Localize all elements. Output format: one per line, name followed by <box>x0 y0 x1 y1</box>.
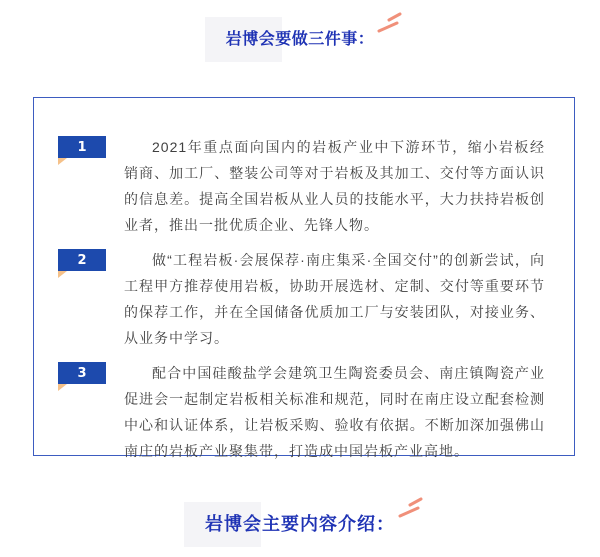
title-wrapper <box>205 502 395 536</box>
decorative-ticks-icon <box>397 496 425 520</box>
decorative-ticks-icon <box>376 11 404 35</box>
item-number: 2 <box>77 252 87 268</box>
three-things-box <box>33 97 575 459</box>
list-item <box>58 360 545 464</box>
list-item <box>58 134 545 238</box>
item-number: 3 <box>77 365 87 381</box>
item-text: 做“工程岩板·会展保荐·南庄集采·全国交付”的创新尝试，向工程甲方推荐使用岩板，协助开展选材、定制、交付等重要环节的保荐工作，并在全国储备优质加工厂与安装团队，对接业务、从业务中学习。 <box>124 252 545 346</box>
item-text: 2021年重点面向国内的岩板产业中下游环节，缩小岩板经销商、加工厂、整装公司等对于岩板及其加工、交付等方面认识的信息差。提高全国岩板从业人员的技能水平，大力扶持岩板创业者，推出一批优质企业、先锋人物。 <box>124 139 545 233</box>
item-number-badge <box>58 249 106 271</box>
section-title-main-content: 岩博会主要内容介绍： <box>205 514 395 534</box>
section-header-three-things <box>0 17 600 51</box>
item-number-badge <box>58 362 106 384</box>
list-item <box>58 247 545 351</box>
item-number: 1 <box>77 139 87 155</box>
section-title-three-things: 岩博会要做三件事： <box>225 31 375 48</box>
item-text: 配合中国硅酸盐学会建筑卫生陶瓷委员会、南庄镇陶瓷产业促进会一起制定岩板相关标准和规范，同时在南庄设立配套检测中心和认证体系，让岩板采购、验收有依据。不断加深加强佛山南庄的岩板产业聚集带，打造成中国岩板产业高地。 <box>124 365 545 459</box>
item-number-badge <box>58 136 106 158</box>
title-wrapper <box>226 17 375 51</box>
section-header-main-content <box>0 502 600 536</box>
